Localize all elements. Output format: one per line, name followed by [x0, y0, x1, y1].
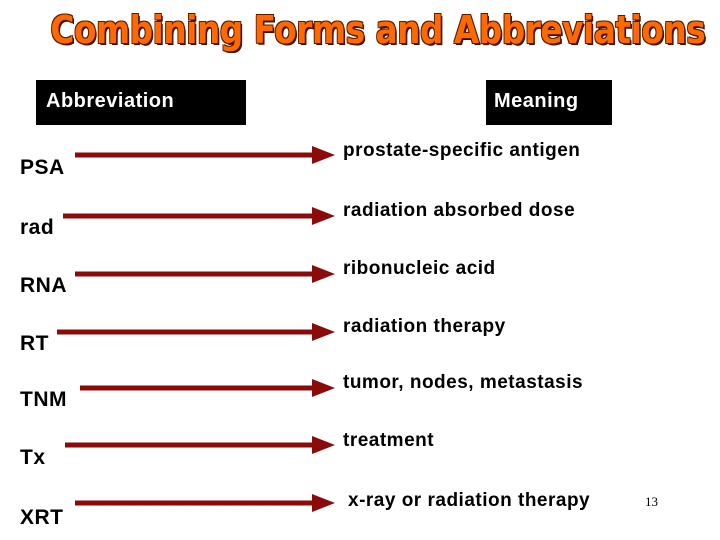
abbreviation-term: rad [20, 216, 55, 239]
slide-title: Combining Forms and Abbreviations [50, 8, 706, 52]
abbreviation-meaning: x-ray or radiation therapy [348, 490, 591, 511]
abbreviation-meaning: prostate-specific antigen [343, 140, 581, 161]
abbreviation-meaning: ribonucleic acid [343, 258, 496, 279]
abbreviation-term: RT [20, 332, 49, 355]
abbreviation-row [0, 490, 720, 530]
abbreviation-row [0, 200, 720, 240]
abbreviation-meaning: radiation absorbed dose [343, 200, 576, 221]
meaning-header: Meaning [486, 80, 612, 125]
abbreviation-meaning: treatment [343, 430, 435, 451]
abbreviation-term: PSA [20, 156, 65, 179]
page-number: 13 [645, 494, 658, 509]
abbreviation-term: TNM [20, 388, 67, 411]
abbreviation-term: Tx [20, 446, 46, 469]
abbreviation-term: XRT [20, 506, 64, 529]
abbreviation-header: Abbreviation [36, 80, 246, 125]
abbreviation-row [0, 316, 720, 356]
abbreviation-meaning: radiation therapy [343, 316, 506, 337]
abbreviation-row [0, 140, 720, 180]
abbreviation-meaning: tumor, nodes, metastasis [343, 372, 584, 393]
abbreviation-row [0, 258, 720, 298]
abbreviation-row [0, 372, 720, 412]
abbreviation-term: RNA [20, 274, 67, 297]
abbreviation-row [0, 430, 720, 470]
